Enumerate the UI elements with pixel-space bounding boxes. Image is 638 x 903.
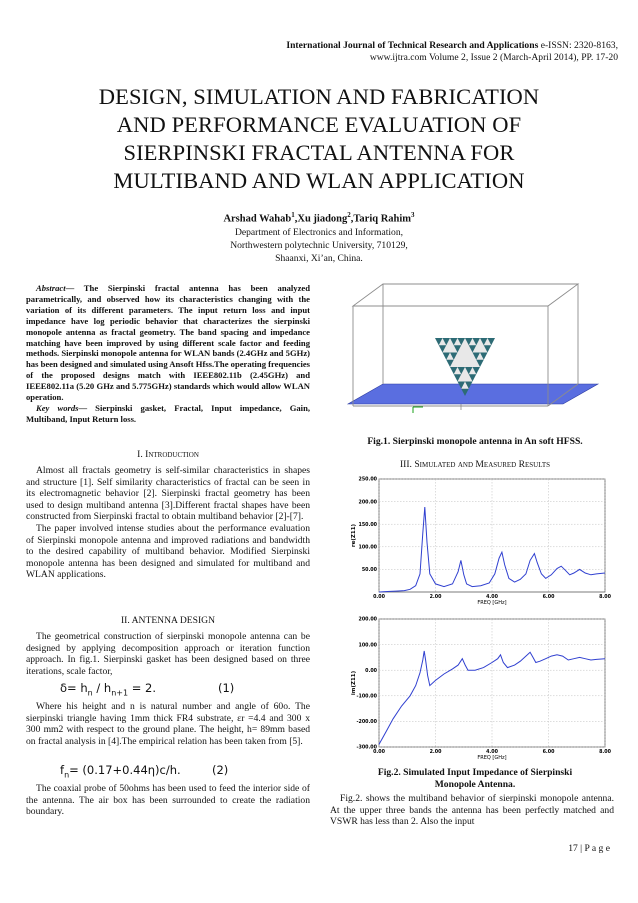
paper-title: [28, 83, 610, 195]
equation-text: = 2.: [128, 681, 156, 695]
y-tick-label: 100.00: [358, 545, 377, 551]
antenna-design-body-3: [26, 783, 310, 818]
x-tick-label: 4.00: [486, 750, 498, 755]
journal-volume-line: www.ijtra.com Volume 2, Issue 2 (March-April 2014), PP. 17-20: [369, 52, 618, 63]
paragraph: Where his height and n is natural number and angle of 60o. The sierpinski triangle having 1mm thick FR4 substrate, εr =4.4 and 300 x 300 mm2 with respect to the ground plane. The height, h= 89mm based on fractal analysis in [4].The empirical relation has been taken from [5].: [26, 701, 310, 747]
equation-subscript: n: [87, 688, 93, 698]
journal-name: International Journal of Technical Research and Applications: [286, 40, 539, 51]
author-name: ,Xu jiadong: [294, 213, 348, 225]
y-tick-label: 250.00: [358, 477, 377, 483]
paragraph: Almost all fractals geometry is self-similar characteristics in shapes and structure [1]. Self similarity characteristics of fractal can be seen in its electromagnetic behavior [2]. Sierpinski fractal geometry has been used to design multiband antenna [3].Different fractal shapes have been constructed from Sierpinski fractal to obtain multiband behavior [2]-[7].: [26, 465, 310, 523]
x-tick-label: 4.00: [486, 595, 498, 600]
abstract-text: — The Sierpinski fractal antenna has been analyzed parametrically, and observed how its characteristics changing with the variation of its different parameters. The input return loss and input impedance have log periodic behavior that characterizes the sierpinski monopole antenna as fractal geometry. The band spacing and impedance matching have been improved by using different scale factor and feeding methods. Sierpinski monopole antenna for WLAN bands (2.4GHz and 5GHz) has been designed and simulated using Ansoft Hfss.The operating frequencies of the proposed designs match with IEEE802.11b (2.45GHz) and IEEE802.11a (5.20 GHz and 5.775GHz) standards which would allow WLAN operation.: [26, 283, 310, 403]
abstract: [26, 283, 310, 425]
figure-2-caption: [330, 767, 620, 791]
x-tick-label: 2.00: [429, 750, 442, 755]
x-axis-label: FREQ [GHz]: [477, 600, 507, 606]
author-index: 1: [291, 211, 295, 219]
x-tick-label: 0.00: [373, 595, 385, 600]
journal-issn: e-ISSN: 2320-8163,: [540, 40, 618, 51]
equation-subscript: n+1: [111, 688, 129, 698]
y-axis-label: im(Z11): [351, 670, 357, 696]
author-index: 2: [347, 211, 351, 219]
abstract-label: Abstract: [36, 283, 66, 293]
equation-text: δ= h: [60, 681, 88, 695]
y-tick-label: 200.00: [358, 617, 377, 623]
chart-im-z11: [343, 613, 613, 765]
equation-2-number: (2): [212, 763, 229, 777]
introduction-body: [26, 465, 310, 581]
y-tick-label: 0.00: [365, 668, 377, 674]
paragraph: The coaxial probe of 50ohms has been used to feed the interior side of the antenna. The air box has been surrounded to create the radiation boundary.: [26, 783, 310, 818]
section-heading-antenna-design: II. ANTENNA DESIGN: [120, 615, 216, 626]
equation-2: [60, 763, 181, 779]
title-line: AND PERFORMANCE EVALUATION OF: [116, 112, 522, 137]
affiliation-line: Northwestern polytechnic University, 710129,: [230, 240, 408, 251]
results-body: [330, 793, 614, 828]
paragraph: The geometrical construction of sierpinski monopole antenna can be designed by applying decomposition approach or iteration function approach. In fig.1. Sierpinski gasket has been designed based on three iterations, scale factor,: [26, 631, 310, 677]
caption-line: Fig.2. Simulated Input Impedance of Sierpinski: [377, 767, 573, 778]
figure-1-caption: Fig.1. Sierpinski monopole antenna in An soft HFSS.: [367, 436, 583, 447]
x-tick-label: 6.00: [542, 595, 555, 600]
x-tick-label: 2.00: [429, 595, 442, 600]
equation-text: f: [60, 763, 65, 777]
x-axis-label: FREQ [GHz]: [477, 755, 507, 761]
title-line: SIERPINSKI FRACTAL ANTENNA FOR: [123, 140, 515, 165]
y-tick-label: 200.00: [358, 500, 377, 506]
title-line: DESIGN, SIMULATION AND FABRICATION: [98, 84, 540, 109]
title-line: MULTIBAND AND WLAN APPLICATION: [113, 168, 525, 193]
author-name: ,Tariq Rahim: [350, 213, 412, 225]
y-axis-label: re(Z11): [351, 523, 357, 548]
paragraph: Fig.2. shows the multiband behavior of sierpinski monopole antenna. At the upper three bands the antenna has been perfectly matched and VSWR has less than 2. Also the input: [330, 793, 614, 828]
section-heading-results: [330, 459, 620, 470]
affiliation-line: Department of Electronics and Information,: [234, 227, 404, 238]
y-tick-label: 100.00: [358, 643, 377, 649]
equation-text: / h: [92, 681, 112, 695]
equation-1: [60, 681, 156, 697]
x-tick-label: 6.00: [542, 750, 555, 755]
figure-1-hfss-model: [343, 276, 613, 426]
caption-line: Monopole Antenna.: [434, 779, 516, 790]
y-tick-label: -300.00: [356, 745, 377, 751]
antenna-design-body-2: [26, 701, 310, 747]
y-tick-label: 50.00: [361, 568, 377, 574]
x-tick-label: 8.00: [599, 750, 611, 755]
author-index: 3: [411, 211, 415, 219]
y-tick-label: -100.00: [356, 694, 377, 700]
chart-background: [343, 474, 613, 608]
chart-re-z11: [343, 474, 613, 608]
equation-1-number: (1): [218, 681, 235, 695]
journal-header: [286, 40, 618, 52]
section-number: I.: [137, 449, 146, 460]
chart-background: [343, 613, 613, 765]
author-name: Arshad Wahab: [223, 213, 292, 225]
x-tick-label: 0.00: [373, 750, 385, 755]
affiliation-line: Shaanxi, Xi’an, China.: [275, 253, 363, 264]
keywords-label: Key words: [36, 402, 79, 413]
authors: [0, 211, 638, 225]
page-number: 17 | P a g e: [568, 843, 610, 854]
y-tick-label: -200.00: [356, 720, 377, 726]
equation-text: = (0.17+0.44η)c/h.: [69, 763, 181, 777]
equation-subscript: n: [64, 770, 70, 780]
y-tick-label: 150.00: [358, 522, 377, 528]
section-number: III.: [399, 459, 415, 470]
x-tick-label: 8.00: [599, 595, 611, 600]
ground-plane: [348, 384, 598, 404]
section-title: Simulated and Measured Results: [414, 459, 551, 470]
keywords-text: — Sierpinski gasket, Fractal, Input impedance, Gain, Multiband, Input Return loss.: [26, 402, 310, 424]
section-title: Introduction: [145, 449, 199, 460]
antenna-design-body: [26, 631, 310, 677]
paragraph: The paper involved intense studies about the performance evaluation of Sierpinski monopole antenna and improved radiations and bandwidth to the desired capability of multiband behavior. Modified Sierpinski monopole antenna has been designed and simulated for multiband and WLAN applications.: [26, 522, 310, 581]
section-heading-introduction: [26, 449, 310, 460]
